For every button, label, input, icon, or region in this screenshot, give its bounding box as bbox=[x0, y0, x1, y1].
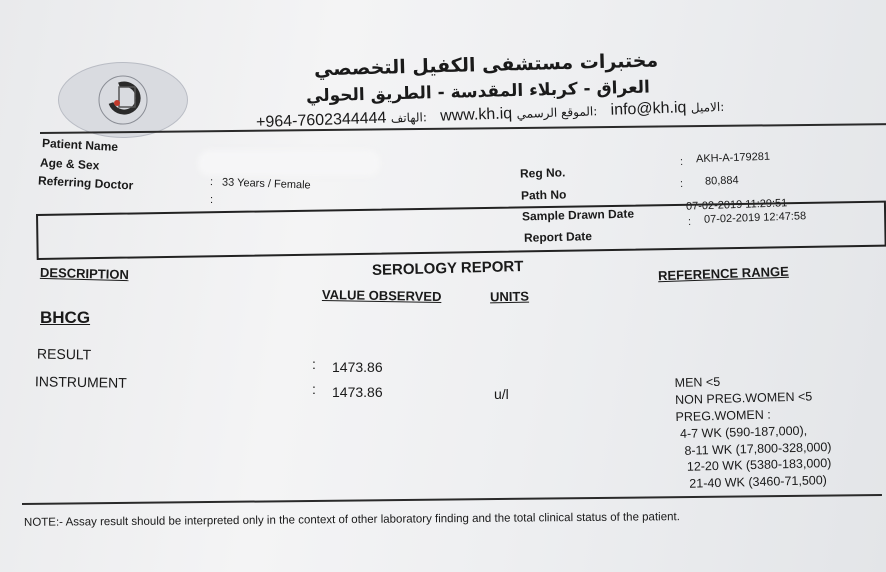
age-sex-colon: : bbox=[209, 175, 214, 189]
phone-label: الهاتف: bbox=[390, 110, 428, 126]
footer-note: NOTE:- Assay result should be interpreted only in the context of other laboratory finding and the total clinical status of the patient. bbox=[23, 511, 680, 529]
email-label: الاميل: bbox=[690, 99, 725, 115]
footer-divider bbox=[22, 494, 882, 505]
row-colon-result: : bbox=[312, 356, 316, 372]
row-value-result: 1473.86 bbox=[332, 359, 383, 375]
row-units-instrument: u/l bbox=[494, 386, 509, 402]
website-label: الموقع الرسمي: bbox=[516, 104, 598, 122]
column-units: UNITS bbox=[489, 288, 530, 305]
test-name: BHCG bbox=[40, 308, 91, 327]
referring-doctor-label: Referring Doctor bbox=[37, 173, 134, 193]
reg-no-label: Reg No. bbox=[519, 165, 566, 181]
lab-name-arabic: مختبرات مستشفى الكفيل التخصصي bbox=[313, 49, 659, 81]
reg-no-colon: : bbox=[679, 155, 684, 169]
path-no-colon: : bbox=[679, 177, 684, 191]
reference-item: PREG.WOMEN : bbox=[675, 407, 771, 424]
sample-date-colon: : bbox=[687, 215, 692, 229]
row-value-instrument: 1473.86 bbox=[332, 384, 383, 400]
reference-item: 8-11 WK (17,800-328,000) bbox=[684, 439, 832, 458]
age-sex-value: 33 Years / Female bbox=[221, 176, 311, 192]
reg-no-value: AKH-A-179281 bbox=[695, 150, 771, 166]
age-sex-label: Age & Sex bbox=[39, 155, 100, 173]
email: info@kh.iq bbox=[610, 99, 687, 119]
patient-name-label: Patient Name bbox=[41, 136, 119, 154]
website: www.kh.iq bbox=[439, 105, 513, 125]
lab-address-arabic: العراق - كربلاء المقدسة - الطريق الحولي bbox=[305, 77, 651, 107]
path-no-value: 80,884 bbox=[704, 174, 739, 188]
column-description: DESCRIPTION bbox=[39, 264, 130, 283]
sample-date-label: Sample Drawn Date bbox=[521, 206, 635, 224]
report-date-value: 07-02-2019 12:47:58 bbox=[703, 210, 807, 226]
report-date-label: Report Date bbox=[523, 229, 593, 245]
row-label-result: RESULT bbox=[36, 345, 92, 363]
reference-item: 4-7 WK (590-187,000), bbox=[679, 423, 808, 441]
reference-item: MEN <5 bbox=[674, 374, 721, 391]
hospital-logo bbox=[58, 62, 188, 138]
column-reference-range: REFERENCE RANGE bbox=[657, 263, 789, 284]
row-label-instrument: INSTRUMENT bbox=[34, 373, 127, 391]
report-title: SEROLOGY REPORT bbox=[371, 258, 524, 279]
reference-item: NON PREG.WOMEN <5 bbox=[674, 389, 813, 407]
phone-number: +964-7602344444 bbox=[255, 109, 387, 132]
referring-doctor-colon: : bbox=[210, 194, 214, 206]
path-no-label: Path No bbox=[520, 187, 567, 203]
column-value-observed: VALUE OBSERVED bbox=[321, 286, 442, 305]
reference-item: 12-20 WK (5380-183,000) bbox=[686, 456, 832, 475]
row-colon-instrument: : bbox=[312, 381, 316, 397]
reference-item: 21-40 WK (3460-71,500) bbox=[689, 473, 828, 491]
info-band-box bbox=[36, 201, 886, 260]
reference-range-list bbox=[674, 371, 832, 493]
redacted-patient-name bbox=[198, 150, 380, 176]
sample-date-value: 07-02-2019 11:29:51 bbox=[685, 197, 788, 213]
